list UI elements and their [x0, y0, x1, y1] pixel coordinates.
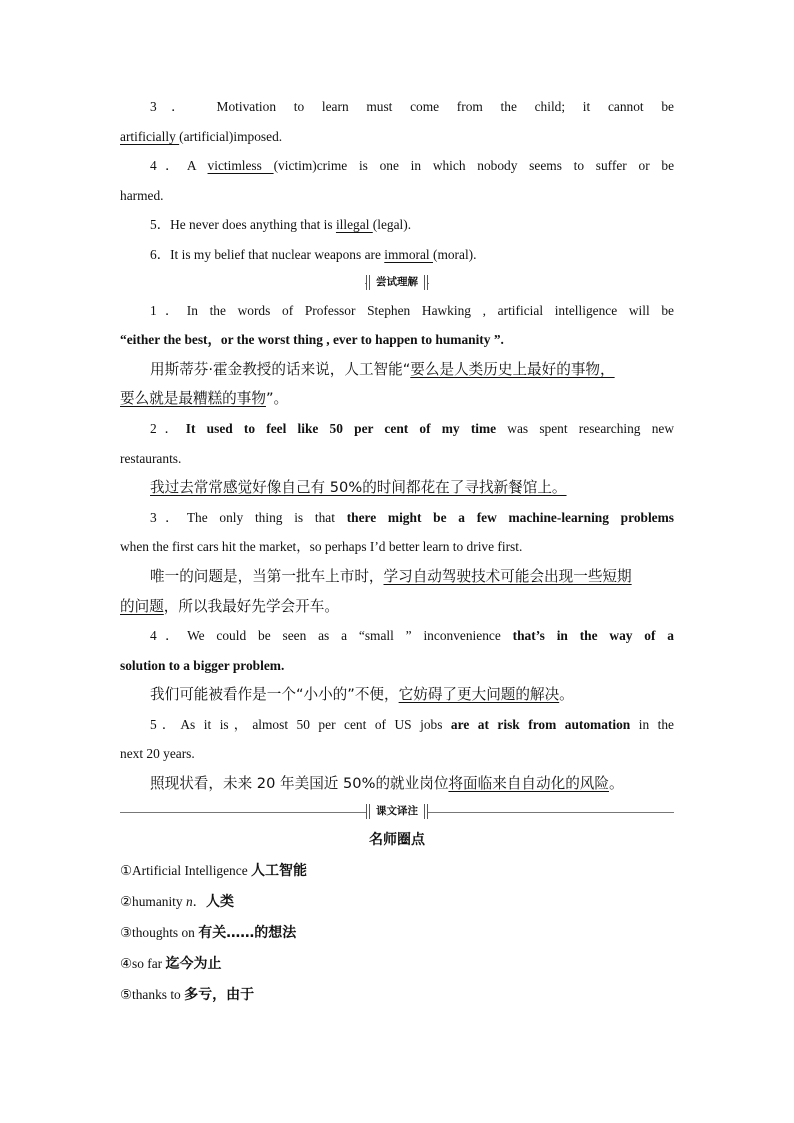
note-marker: ① — [120, 862, 133, 878]
item-en-text: 5．As it is，almost 50 per cent of US jobs — [150, 716, 451, 732]
item-3-zh-line-2 — [120, 592, 674, 622]
exercise-4-line-2 — [120, 181, 674, 211]
item-en-bold: solution to a bigger problem. — [120, 657, 285, 673]
exercise-6-line — [120, 240, 674, 270]
exercise-text: harmed. — [120, 187, 164, 203]
note-marker: ④ — [120, 955, 133, 971]
note-term: thanks to — [132, 986, 185, 1002]
item-zh-underline: 我过去常常感觉好像自己有 50%的时间都花在了寻找新餐馆上。 — [150, 479, 567, 497]
exercise-answer: illegal — [335, 217, 373, 233]
item-zh-underline: 学习自动驾驶技术可能会出现一些短期 — [383, 567, 632, 585]
section-banner-text-notes — [120, 799, 674, 825]
exercise-answer: victimless — [207, 158, 274, 174]
note-2 — [120, 886, 674, 917]
item-en-text: in the — [630, 716, 674, 732]
note-term: so far — [132, 955, 166, 971]
item-zh-underline: 要么就是最糟糕的事物 — [120, 390, 266, 408]
section-title: 课文译注 — [366, 804, 428, 819]
note-meaning: 有关……的想法 — [198, 924, 297, 941]
item-zh-text: 照现状看，未来 20 年美国近 50%的就业岗位 — [150, 775, 449, 793]
item-en-text: restaurants. — [120, 450, 182, 466]
item-2-zh-line-1 — [120, 473, 674, 503]
notes-heading: 名师圈点 — [369, 831, 425, 848]
exercise-3-line-1 — [120, 92, 674, 122]
item-en-bold: are at risk from automation — [450, 716, 631, 732]
exercise-sep: ． — [156, 217, 171, 233]
item-zh-text: 。 — [608, 775, 624, 793]
exercise-number: 4 — [150, 158, 157, 174]
note-term: Artificial Intelligence — [132, 862, 251, 878]
item-zh-underline: 的问题 — [120, 597, 164, 615]
section-title: 尝试理解 — [366, 275, 428, 290]
note-sep: ． — [192, 893, 207, 909]
item-zh-underline: 将面临来自自动化的风险 — [448, 775, 609, 793]
item-en-bold: there might be a few machine-learning problems — [346, 509, 674, 525]
item-en-text: 3．The only thing is that — [150, 509, 347, 525]
exercise-answer: immoral — [384, 246, 433, 262]
exercise-4-line-1 — [120, 151, 674, 181]
item-1-zh-line-1 — [120, 355, 674, 385]
item-4-zh-line-1 — [120, 680, 674, 710]
item-2-en-line-1 — [120, 414, 674, 444]
exercise-text: (moral). — [432, 246, 477, 262]
exercise-text: (artificial)imposed. — [179, 128, 283, 144]
item-en-bold: “either the best，or the worst thing , ever to happen to humanity ”. — [120, 332, 504, 348]
note-term: thoughts on — [132, 924, 199, 940]
exercise-sep: ． — [156, 99, 199, 114]
note-meaning: 迄今为止 — [165, 955, 222, 972]
note-1 — [120, 855, 674, 886]
note-meaning: 人类 — [206, 893, 235, 910]
note-marker: ② — [120, 893, 133, 909]
item-zh-text: 唯一的问题是，当第一批车上市时， — [150, 567, 384, 585]
item-4-en-line-2 — [120, 651, 674, 681]
exercise-text: A — [186, 158, 208, 174]
exercise-sep: ． — [156, 246, 171, 262]
item-zh-underline: 它妨碍了更大问题的解决 — [398, 686, 560, 704]
item-en-text: 2． — [150, 420, 186, 436]
note-marker: ⑤ — [120, 986, 133, 1002]
note-marker: ③ — [120, 924, 133, 940]
item-3-zh-line-1 — [120, 562, 674, 592]
exercise-answer: artificially — [120, 128, 180, 144]
item-en-text: was spent researching new — [496, 420, 675, 436]
item-3-en-line-1 — [120, 503, 674, 533]
exercise-sep: ． — [156, 158, 187, 174]
item-en-text: 4．We could be seen as a “small ” inconvenience — [150, 628, 513, 644]
item-en-bold: It used to feel like 50 per cent of my time — [185, 420, 497, 436]
note-5 — [120, 979, 674, 1010]
item-zh-text: ，所以我最好先学会开车。 — [163, 597, 339, 615]
item-zh-underline: 要么是人类历史上最好的事物， — [410, 360, 615, 378]
exercise-text: It is my belief that nuclear weapons are — [170, 246, 385, 262]
exercise-text: Motivation to learn must come from the child; it cannot be — [216, 99, 674, 114]
document-page — [120, 92, 674, 1010]
exercise-number: 3 — [150, 99, 157, 114]
section-banner-try-understand — [120, 270, 674, 296]
item-zh-text: 用斯蒂芬·霍金教授的话来说，人工智能“ — [150, 360, 411, 378]
item-en-text: next 20 years. — [120, 746, 195, 762]
item-en-text: when the first cars hit the market，so perhaps I’d better learn to drive first. — [120, 539, 523, 555]
exercise-text: (victim)crime is one in which nobody seems to suffer or be — [273, 158, 675, 174]
note-meaning: 多亏，由于 — [184, 986, 255, 1003]
item-5-en-line-2 — [120, 739, 674, 769]
exercise-number: 6 — [150, 246, 157, 262]
exercise-text: He never does anything that is — [170, 217, 336, 233]
item-1-zh-line-2 — [120, 384, 674, 414]
note-3 — [120, 917, 674, 948]
item-zh-text: ”。 — [265, 390, 289, 408]
exercise-3-line-2 — [120, 122, 674, 152]
note-term: humanity — [132, 893, 186, 909]
item-zh-text: 。 — [559, 686, 574, 704]
item-en-text: 1．In the words of Professor Stephen Hawking , artificial intelligence will be — [150, 302, 674, 318]
note-meaning: 人工智能 — [251, 862, 307, 879]
exercise-5-line — [120, 210, 674, 240]
note-4 — [120, 948, 674, 979]
item-4-en-line-1 — [120, 621, 674, 651]
item-zh-text: 我们可能被看作是一个“小小的”不便， — [150, 686, 399, 704]
note-pos: n — [185, 893, 193, 909]
item-5-en-line-1 — [120, 710, 674, 740]
exercise-number: 5 — [150, 217, 157, 233]
item-3-en-line-2 — [120, 532, 674, 562]
item-1-en-line-1 — [120, 296, 674, 326]
item-2-en-line-2 — [120, 444, 674, 474]
exercise-text: (legal). — [372, 217, 412, 233]
item-en-bold: that’s in the way of a — [512, 628, 674, 644]
item-5-zh-line-1 — [120, 769, 674, 799]
item-1-en-line-2 — [120, 325, 674, 355]
